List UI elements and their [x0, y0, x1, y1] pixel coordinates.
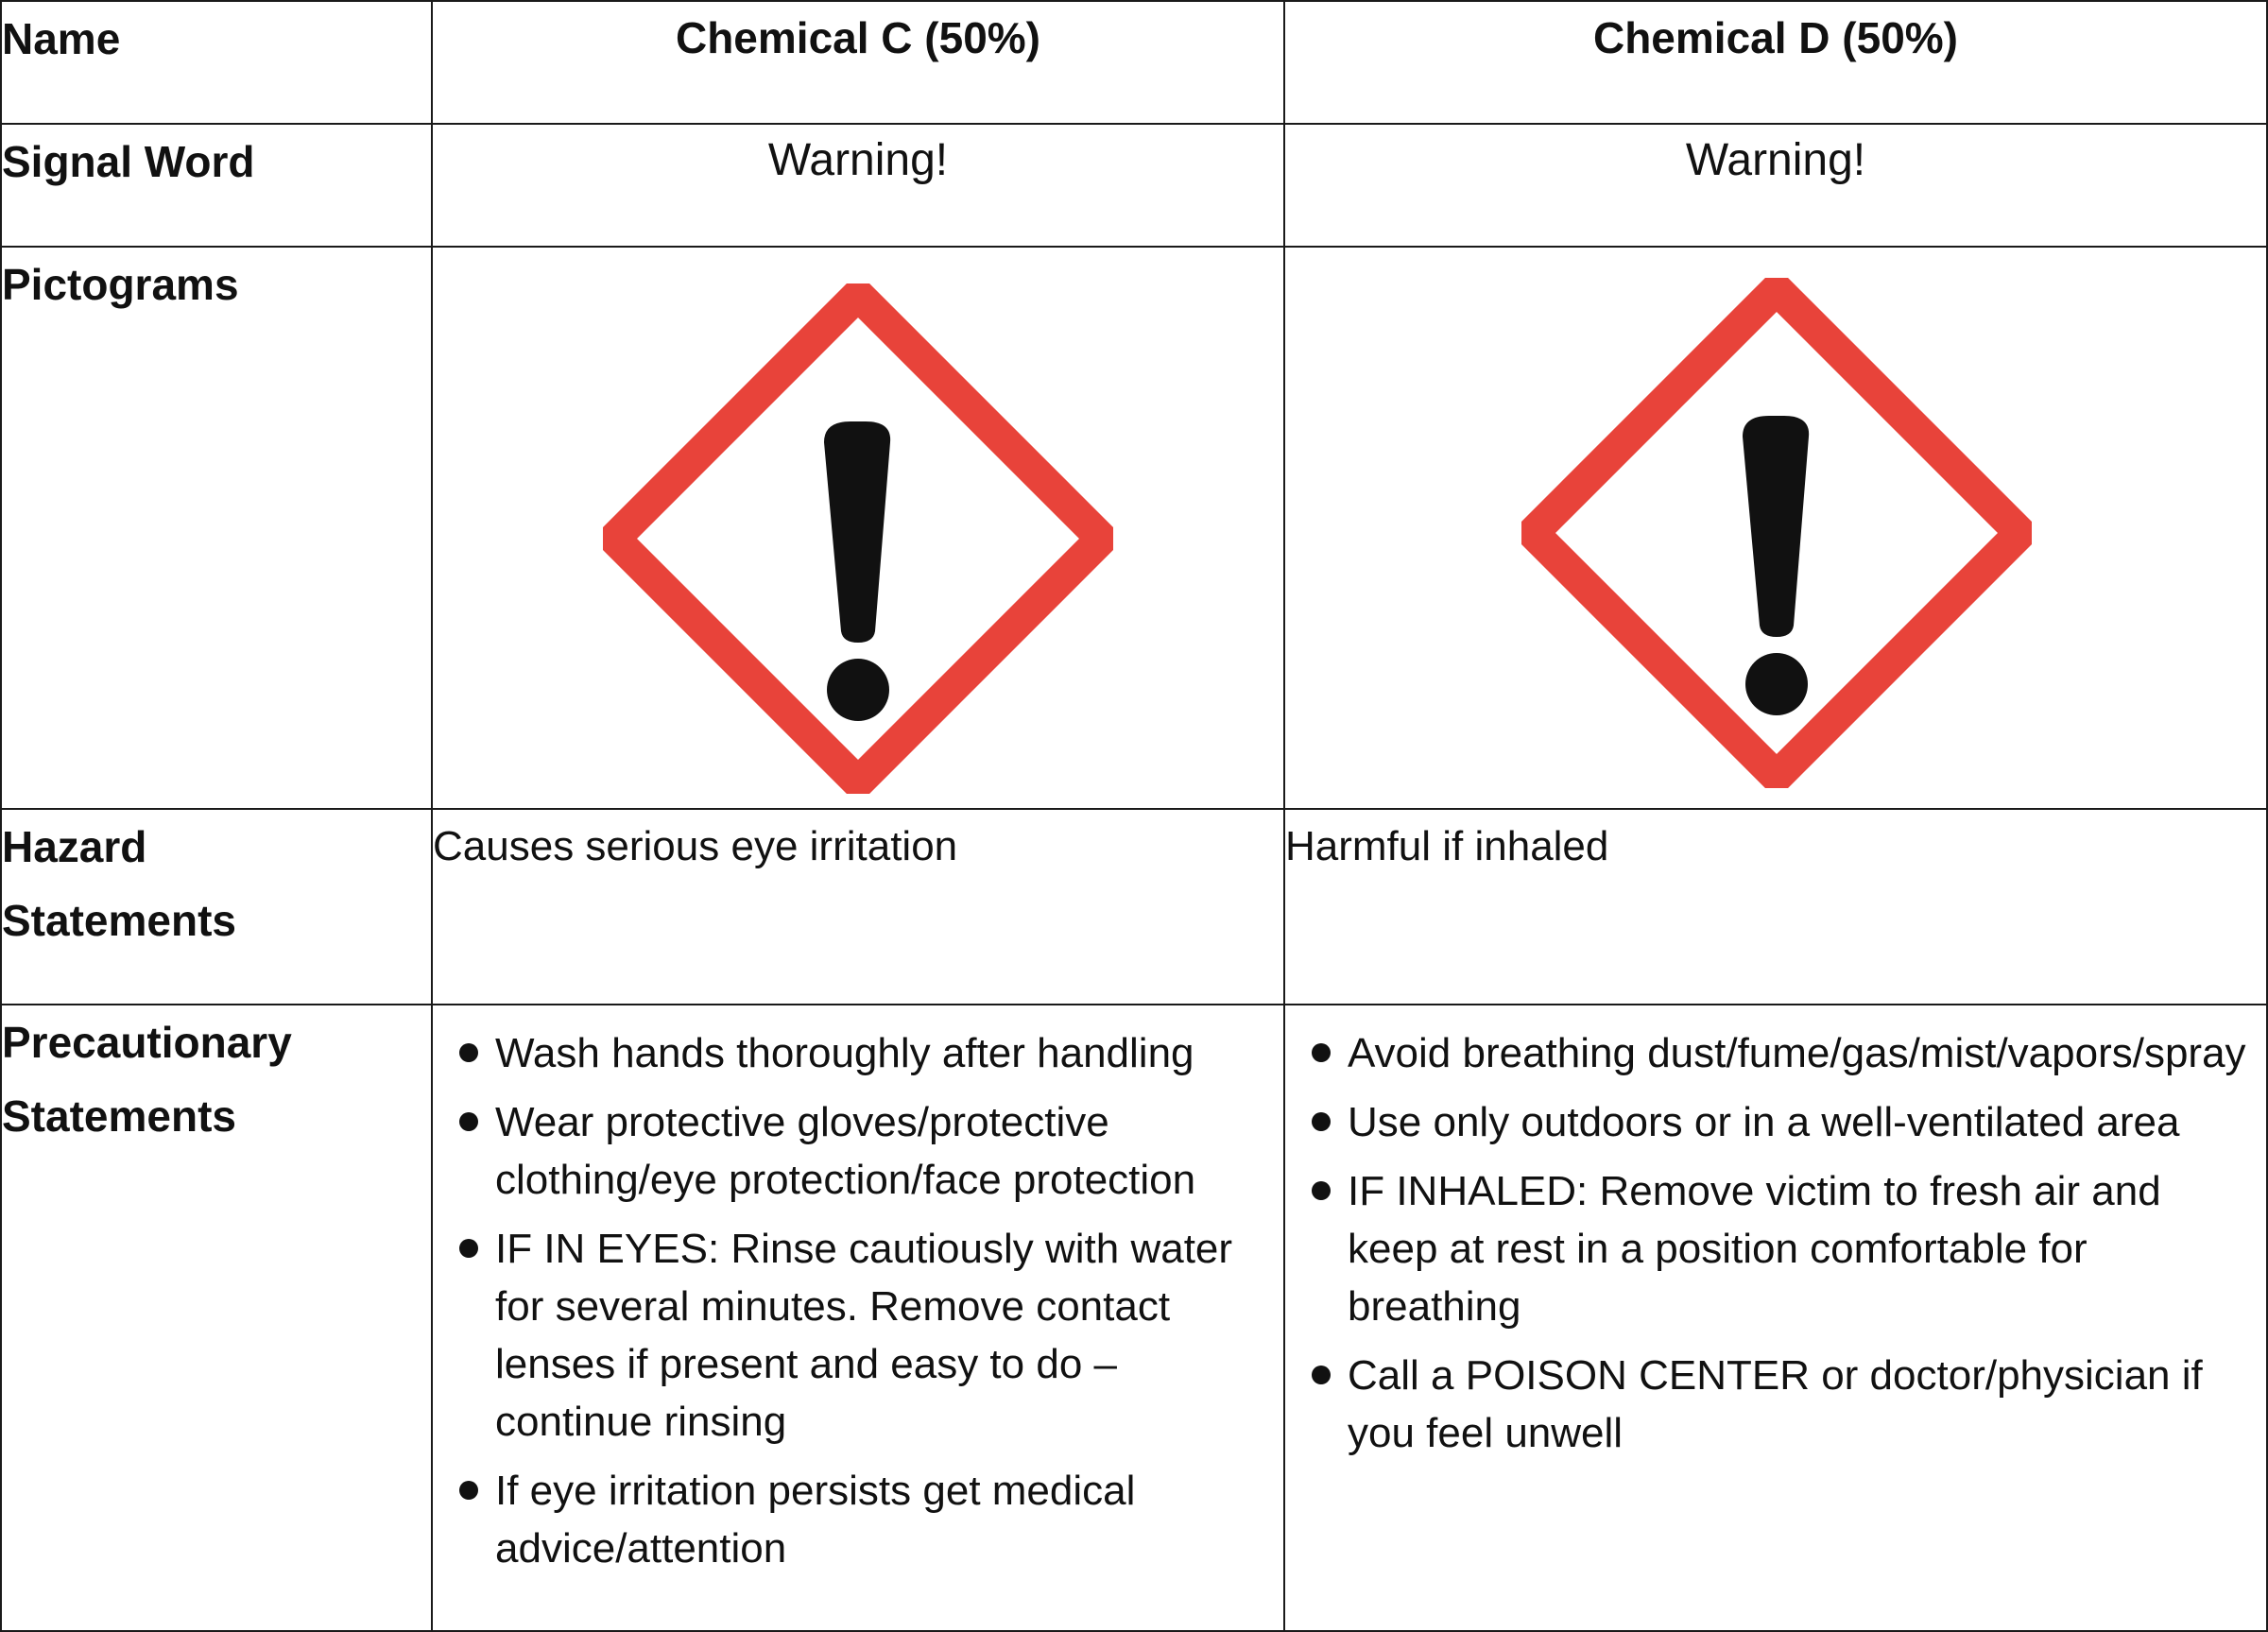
list-item: IF INHALED: Remove victim to fresh air and keep at rest in a position comfortable for breathing — [1310, 1162, 2257, 1335]
signal-word-chemical-c: Warning! — [432, 124, 1284, 247]
precautionary-cell-chemical-d — [1284, 1005, 2267, 1631]
list-item: Use only outdoors or in a well-ventilated area — [1310, 1093, 2257, 1151]
exclamation-mark-pictogram-icon — [603, 283, 1113, 794]
pictogram-cell-chemical-c — [432, 247, 1284, 809]
row-label-precautionary-statements: Precautionary Statements — [1, 1005, 432, 1631]
table-row-pictograms — [1, 247, 2267, 809]
bullet-icon — [459, 1239, 478, 1258]
list-item: Call a POISON CENTER or doctor/physician if you feel unwell — [1310, 1347, 2257, 1462]
column-header-chemical-c: Chemical C (50%) — [432, 1, 1284, 124]
pictogram-cell-chemical-d — [1284, 247, 2267, 809]
row-label-name: Name — [1, 1, 432, 124]
row-label-signal-word: Signal Word — [1, 124, 432, 247]
column-header-chemical-d: Chemical D (50%) — [1284, 1, 2267, 124]
bullet-icon — [1312, 1112, 1331, 1131]
hazard-statement-chemical-c: Causes serious eye irritation — [432, 809, 1284, 1005]
row-label-pictograms: Pictograms — [1, 247, 432, 809]
list-item: Wear protective gloves/protective clothing/eye protection/face protection — [457, 1093, 1274, 1209]
row-label-hazard-statements: Hazard Statements — [1, 809, 432, 1005]
precautionary-list-chemical-c — [433, 1024, 1283, 1577]
list-item: If eye irritation persists get medical advice/attention — [457, 1462, 1274, 1577]
precautionary-list-chemical-d — [1285, 1024, 2266, 1462]
bullet-icon — [459, 1481, 478, 1500]
list-item: Wash hands thoroughly after handling — [457, 1024, 1274, 1082]
exclamation-mark-pictogram-icon — [1521, 278, 2032, 788]
list-item: IF IN EYES: Rinse cautiously with water for several minutes. Remove contact lenses if present and easy to do – continue rinsing — [457, 1220, 1274, 1451]
table-row-hazard-statements — [1, 809, 2267, 1005]
signal-word-chemical-d: Warning! — [1284, 124, 2267, 247]
precautionary-cell-chemical-c — [432, 1005, 1284, 1631]
table-row-signal-word — [1, 124, 2267, 247]
bullet-icon — [459, 1112, 478, 1131]
bullet-icon — [1312, 1366, 1331, 1384]
bullet-icon — [459, 1043, 478, 1062]
table-row-precautionary-statements — [1, 1005, 2267, 1631]
hazard-statement-chemical-d: Harmful if inhaled — [1284, 809, 2267, 1005]
table-row-name — [1, 1, 2267, 124]
bullet-icon — [1312, 1181, 1331, 1200]
list-item: Avoid breathing dust/fume/gas/mist/vapors/spray — [1310, 1024, 2257, 1082]
bullet-icon — [1312, 1043, 1331, 1062]
